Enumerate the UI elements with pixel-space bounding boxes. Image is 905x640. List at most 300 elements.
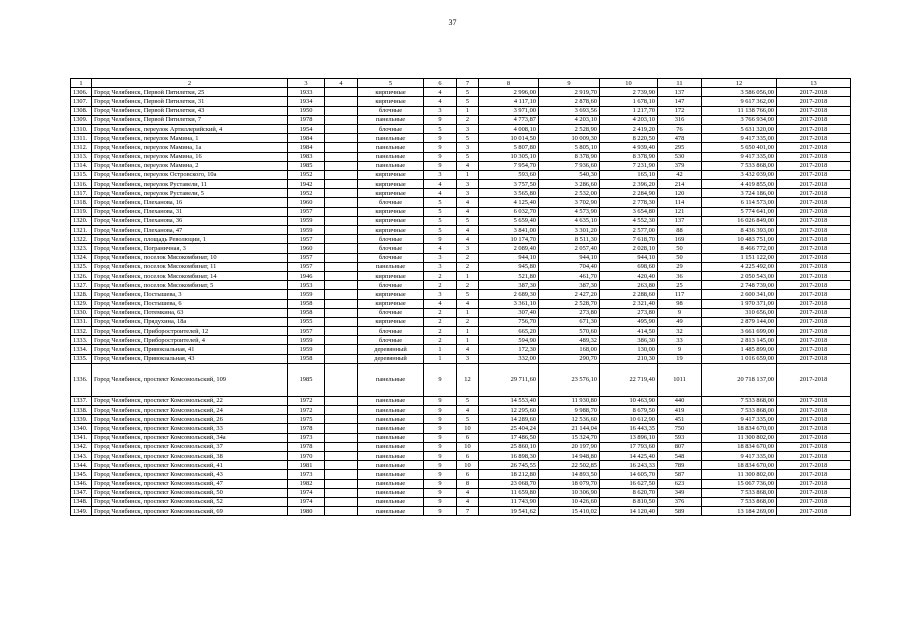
col-4-cell xyxy=(325,396,358,405)
wall-material-cell: блочные xyxy=(358,124,424,133)
table-row xyxy=(71,451,851,460)
period-cell: 2017-2018 xyxy=(777,244,851,253)
entrances-cell: 3 xyxy=(457,124,479,133)
residents-cell: 42 xyxy=(658,170,702,179)
living-area-cell: 21 144,04 xyxy=(539,424,600,433)
residential-area-cell: 495,90 xyxy=(600,317,658,326)
address-cell: Город Челябинск, поселок Мясокомбинат, 10 xyxy=(92,253,288,262)
residential-area-cell: 2 577,00 xyxy=(600,226,658,235)
total-area-cell: 18 212,80 xyxy=(479,470,539,479)
build-year-cell: 1957 xyxy=(288,207,325,216)
residents-cell: 50 xyxy=(658,244,702,253)
living-area-cell: 3 693,56 xyxy=(539,106,600,115)
residents-cell: 478 xyxy=(658,134,702,143)
period-cell: 2017-2018 xyxy=(777,170,851,179)
period-cell: 2017-2018 xyxy=(777,281,851,290)
period-cell: 2017-2018 xyxy=(777,161,851,170)
cost-cell: 3 766 934,00 xyxy=(702,115,777,124)
wall-material-cell: деревянный xyxy=(358,354,424,363)
row-number-cell: 1334. xyxy=(71,345,92,354)
header-cell: 9 xyxy=(539,79,600,88)
header-cell: 5 xyxy=(358,79,424,88)
floors-cell: 2 xyxy=(424,327,457,336)
living-area-cell: 4 573,90 xyxy=(539,207,600,216)
living-area-cell: 540,30 xyxy=(539,170,600,179)
total-area-cell: 14 553,40 xyxy=(479,396,539,405)
period-cell: 2017-2018 xyxy=(777,115,851,124)
table-row xyxy=(71,461,851,470)
period-cell: 2017-2018 xyxy=(777,308,851,317)
build-year-cell: 1955 xyxy=(288,317,325,326)
cost-cell: 9 417 335,00 xyxy=(702,415,777,424)
table-row xyxy=(71,281,851,290)
col-4-cell xyxy=(325,327,358,336)
floors-cell: 9 xyxy=(424,161,457,170)
wall-material-cell: панельные xyxy=(358,451,424,460)
living-area-cell: 387,30 xyxy=(539,281,600,290)
residential-area-cell: 8 620,70 xyxy=(600,488,658,497)
address-cell: Город Челябинск, Первой Пятилетки, 25 xyxy=(92,88,288,97)
period-cell: 2017-2018 xyxy=(777,226,851,235)
total-area-cell: 387,30 xyxy=(479,281,539,290)
wall-material-cell: панельные xyxy=(358,488,424,497)
table-row xyxy=(71,198,851,207)
address-cell: Город Челябинск, проспект Комсомольский, 38 xyxy=(92,451,288,460)
row-number-cell: 1306. xyxy=(71,88,92,97)
col-4-cell xyxy=(325,442,358,451)
build-year-cell: 1982 xyxy=(288,479,325,488)
col-4-cell xyxy=(325,262,358,271)
wall-material-cell: кирпичные xyxy=(358,170,424,179)
table-row xyxy=(71,470,851,479)
row-number-cell: 1341. xyxy=(71,433,92,442)
entrances-cell: 6 xyxy=(457,451,479,460)
residents-cell: 50 xyxy=(658,253,702,262)
address-cell: Город Челябинск, проспект Комсомольский, 50 xyxy=(92,488,288,497)
cost-cell: 2 600 341,00 xyxy=(702,290,777,299)
living-area-cell: 10 009,30 xyxy=(539,134,600,143)
row-number-cell: 1336. xyxy=(71,363,92,396)
col-4-cell xyxy=(325,170,358,179)
floors-cell: 2 xyxy=(424,317,457,326)
table-row xyxy=(71,363,851,396)
build-year-cell: 1985 xyxy=(288,363,325,396)
cost-cell: 3 724 186,00 xyxy=(702,189,777,198)
address-cell: Город Челябинск, проспект Комсомольский, 69 xyxy=(92,507,288,516)
wall-material-cell: панельные xyxy=(358,396,424,405)
living-area-cell: 3 301,20 xyxy=(539,226,600,235)
period-cell: 2017-2018 xyxy=(777,262,851,271)
table-row xyxy=(71,226,851,235)
residential-area-cell: 22 719,40 xyxy=(600,363,658,396)
address-cell: Город Челябинск, переулок Островского, 10а xyxy=(92,170,288,179)
total-area-cell: 307,40 xyxy=(479,308,539,317)
build-year-cell: 1978 xyxy=(288,424,325,433)
row-number-cell: 1319. xyxy=(71,207,92,216)
cost-cell: 9 417 335,00 xyxy=(702,134,777,143)
living-area-cell: 8 378,90 xyxy=(539,152,600,161)
build-year-cell: 1958 xyxy=(288,308,325,317)
residents-cell: 98 xyxy=(658,299,702,308)
residential-area-cell: 4 939,40 xyxy=(600,143,658,152)
col-4-cell xyxy=(325,134,358,143)
residential-area-cell: 10 463,90 xyxy=(600,396,658,405)
cost-cell: 4 225 492,00 xyxy=(702,262,777,271)
cost-cell: 2 050 543,00 xyxy=(702,271,777,280)
floors-cell: 9 xyxy=(424,143,457,152)
residents-cell: 214 xyxy=(658,180,702,189)
residents-cell: 36 xyxy=(658,271,702,280)
wall-material-cell: кирпичные xyxy=(358,226,424,235)
address-cell: Город Челябинск, площадь Революции, 1 xyxy=(92,235,288,244)
period-cell: 2017-2018 xyxy=(777,433,851,442)
wall-material-cell: панельные xyxy=(358,161,424,170)
total-area-cell: 3 757,50 xyxy=(479,180,539,189)
row-number-cell: 1339. xyxy=(71,415,92,424)
header-cell: 12 xyxy=(702,79,777,88)
residential-area-cell: 8 679,50 xyxy=(600,406,658,415)
table-row xyxy=(71,345,851,354)
wall-material-cell: блочные xyxy=(358,235,424,244)
address-cell: Город Челябинск, проспект Комсомольский, 109 xyxy=(92,363,288,396)
col-4-cell xyxy=(325,143,358,152)
col-4-cell xyxy=(325,424,358,433)
living-area-cell: 671,30 xyxy=(539,317,600,326)
entrances-cell: 4 xyxy=(457,161,479,170)
col-4-cell xyxy=(325,363,358,396)
col-4-cell xyxy=(325,345,358,354)
residential-area-cell: 8 810,50 xyxy=(600,497,658,506)
total-area-cell: 5 659,40 xyxy=(479,216,539,225)
floors-cell: 4 xyxy=(424,244,457,253)
col-4-cell xyxy=(325,161,358,170)
build-year-cell: 1974 xyxy=(288,488,325,497)
address-cell: Город Челябинск, Плеханова, 31 xyxy=(92,207,288,216)
residential-area-cell: 2 028,10 xyxy=(600,244,658,253)
address-cell: Город Челябинск, Плеханова, 36 xyxy=(92,216,288,225)
residents-cell: 32 xyxy=(658,327,702,336)
living-area-cell: 168,00 xyxy=(539,345,600,354)
cost-cell: 18 834 670,00 xyxy=(702,461,777,470)
floors-cell: 9 xyxy=(424,134,457,143)
floors-cell: 9 xyxy=(424,497,457,506)
floors-cell: 9 xyxy=(424,479,457,488)
cost-cell: 5 774 641,00 xyxy=(702,207,777,216)
header-cell: 3 xyxy=(288,79,325,88)
row-number-cell: 1309. xyxy=(71,115,92,124)
wall-material-cell: панельные xyxy=(358,152,424,161)
total-area-cell: 332,00 xyxy=(479,354,539,363)
residents-cell: 589 xyxy=(658,507,702,516)
living-area-cell: 10 306,90 xyxy=(539,488,600,497)
col-4-cell xyxy=(325,180,358,189)
floors-cell: 9 xyxy=(424,461,457,470)
table-row xyxy=(71,497,851,506)
period-cell: 2017-2018 xyxy=(777,327,851,336)
floors-cell: 9 xyxy=(424,406,457,415)
col-4-cell xyxy=(325,488,358,497)
entrances-cell: 7 xyxy=(457,507,479,516)
build-year-cell: 1952 xyxy=(288,170,325,179)
residents-cell: 548 xyxy=(658,451,702,460)
address-cell: Город Челябинск, Привокзальная, 43 xyxy=(92,354,288,363)
row-number-cell: 1320. xyxy=(71,216,92,225)
residents-cell: 593 xyxy=(658,433,702,442)
table-row xyxy=(71,424,851,433)
build-year-cell: 1984 xyxy=(288,134,325,143)
row-number-cell: 1331. xyxy=(71,317,92,326)
address-cell: Город Челябинск, переулок Мамина, 16 xyxy=(92,152,288,161)
build-year-cell: 1958 xyxy=(288,299,325,308)
period-cell: 2017-2018 xyxy=(777,216,851,225)
table-row xyxy=(71,244,851,253)
cost-cell: 2 813 145,00 xyxy=(702,336,777,345)
living-area-cell: 290,70 xyxy=(539,354,600,363)
wall-material-cell: блочные xyxy=(358,198,424,207)
total-area-cell: 23 068,70 xyxy=(479,479,539,488)
build-year-cell: 1934 xyxy=(288,97,325,106)
col-4-cell xyxy=(325,415,358,424)
residents-cell: 376 xyxy=(658,497,702,506)
entrances-cell: 4 xyxy=(457,488,479,497)
period-cell: 2017-2018 xyxy=(777,290,851,299)
build-year-cell: 1957 xyxy=(288,235,325,244)
residents-cell: 807 xyxy=(658,442,702,451)
entrances-cell: 1 xyxy=(457,170,479,179)
cost-cell: 3 586 056,00 xyxy=(702,88,777,97)
living-area-cell: 2 528,70 xyxy=(539,299,600,308)
period-cell: 2017-2018 xyxy=(777,124,851,133)
row-number-cell: 1314. xyxy=(71,161,92,170)
row-number-cell: 1324. xyxy=(71,253,92,262)
row-number-cell: 1344. xyxy=(71,461,92,470)
build-year-cell: 1960 xyxy=(288,244,325,253)
total-area-cell: 5 807,80 xyxy=(479,143,539,152)
entrances-cell: 12 xyxy=(457,363,479,396)
residential-area-cell: 386,30 xyxy=(600,336,658,345)
floors-cell: 9 xyxy=(424,415,457,424)
table-row xyxy=(71,336,851,345)
entrances-cell: 4 xyxy=(457,235,479,244)
total-area-cell: 3 361,10 xyxy=(479,299,539,308)
floors-cell: 9 xyxy=(424,396,457,405)
cost-cell: 18 834 670,00 xyxy=(702,424,777,433)
col-4-cell xyxy=(325,271,358,280)
total-area-cell: 665,20 xyxy=(479,327,539,336)
living-area-cell: 9 988,70 xyxy=(539,406,600,415)
col-4-cell xyxy=(325,299,358,308)
col-4-cell xyxy=(325,253,358,262)
living-area-cell: 23 576,10 xyxy=(539,363,600,396)
residential-area-cell: 17 793,60 xyxy=(600,442,658,451)
table-row xyxy=(71,170,851,179)
living-area-cell: 4 203,10 xyxy=(539,115,600,124)
cost-cell: 4 419 855,00 xyxy=(702,180,777,189)
floors-cell: 9 xyxy=(424,507,457,516)
residential-area-cell: 16 627,50 xyxy=(600,479,658,488)
residential-area-cell: 2 288,60 xyxy=(600,290,658,299)
address-cell: Город Челябинск, Первой Пятилетки, 31 xyxy=(92,97,288,106)
residents-cell: 33 xyxy=(658,336,702,345)
wall-material-cell: кирпичные xyxy=(358,97,424,106)
total-area-cell: 10 014,50 xyxy=(479,134,539,143)
build-year-cell: 1952 xyxy=(288,189,325,198)
total-area-cell: 594,90 xyxy=(479,336,539,345)
floors-cell: 9 xyxy=(424,363,457,396)
living-area-cell: 12 536,60 xyxy=(539,415,600,424)
cost-cell: 9 417 335,00 xyxy=(702,152,777,161)
cost-cell: 6 114 573,00 xyxy=(702,198,777,207)
build-year-cell: 1973 xyxy=(288,433,325,442)
col-4-cell xyxy=(325,189,358,198)
period-cell: 2017-2018 xyxy=(777,88,851,97)
col-4-cell xyxy=(325,207,358,216)
cost-cell: 2 879 144,00 xyxy=(702,317,777,326)
col-4-cell xyxy=(325,336,358,345)
residents-cell: 587 xyxy=(658,470,702,479)
row-number-cell: 1343. xyxy=(71,451,92,460)
row-number-cell: 1330. xyxy=(71,308,92,317)
residential-area-cell: 165,10 xyxy=(600,170,658,179)
cost-cell: 13 184 269,00 xyxy=(702,507,777,516)
residential-area-cell: 1 217,70 xyxy=(600,106,658,115)
wall-material-cell: блочные xyxy=(358,281,424,290)
build-year-cell: 1972 xyxy=(288,396,325,405)
row-number-cell: 1315. xyxy=(71,170,92,179)
residential-area-cell: 4 203,10 xyxy=(600,115,658,124)
table-row xyxy=(71,97,851,106)
floors-cell: 5 xyxy=(424,216,457,225)
residential-area-cell: 14 425,40 xyxy=(600,451,658,460)
total-area-cell: 26 745,55 xyxy=(479,461,539,470)
period-cell: 2017-2018 xyxy=(777,106,851,115)
build-year-cell: 1959 xyxy=(288,216,325,225)
residents-cell: 316 xyxy=(658,115,702,124)
living-area-cell: 4 635,10 xyxy=(539,216,600,225)
header-cell: 2 xyxy=(92,79,288,88)
residents-cell: 120 xyxy=(658,189,702,198)
address-cell: Город Челябинск, Прядухина, 18а xyxy=(92,317,288,326)
living-area-cell: 489,32 xyxy=(539,336,600,345)
entrances-cell: 2 xyxy=(457,281,479,290)
address-cell: Город Челябинск, переулок Мамина, 1 xyxy=(92,134,288,143)
wall-material-cell: панельные xyxy=(358,470,424,479)
build-year-cell: 1984 xyxy=(288,143,325,152)
period-cell: 2017-2018 xyxy=(777,497,851,506)
period-cell: 2017-2018 xyxy=(777,461,851,470)
cost-cell: 2 748 739,00 xyxy=(702,281,777,290)
total-area-cell: 3 971,00 xyxy=(479,106,539,115)
residents-cell: 530 xyxy=(658,152,702,161)
build-year-cell: 1946 xyxy=(288,271,325,280)
build-year-cell: 1958 xyxy=(288,354,325,363)
living-area-cell: 10 426,60 xyxy=(539,497,600,506)
col-4-cell xyxy=(325,115,358,124)
residents-cell: 172 xyxy=(658,106,702,115)
living-area-cell: 15 324,70 xyxy=(539,433,600,442)
floors-cell: 1 xyxy=(424,345,457,354)
table-row xyxy=(71,124,851,133)
wall-material-cell: блочные xyxy=(358,327,424,336)
col-4-cell xyxy=(325,226,358,235)
cost-cell: 10 483 751,00 xyxy=(702,235,777,244)
row-number-cell: 1346. xyxy=(71,479,92,488)
cost-cell: 7 533 868,00 xyxy=(702,396,777,405)
row-number-cell: 1335. xyxy=(71,354,92,363)
residents-cell: 750 xyxy=(658,424,702,433)
address-cell: Город Челябинск, проспект Комсомольский, 52 xyxy=(92,497,288,506)
row-number-cell: 1333. xyxy=(71,336,92,345)
floors-cell: 5 xyxy=(424,198,457,207)
build-year-cell: 1950 xyxy=(288,106,325,115)
floors-cell: 5 xyxy=(424,207,457,216)
col-4-cell xyxy=(325,470,358,479)
residential-area-cell: 3 654,80 xyxy=(600,207,658,216)
wall-material-cell: панельные xyxy=(358,433,424,442)
residents-cell: 137 xyxy=(658,88,702,97)
floors-cell: 3 xyxy=(424,170,457,179)
row-number-cell: 1310. xyxy=(71,124,92,133)
residents-cell: 147 xyxy=(658,97,702,106)
table-row xyxy=(71,134,851,143)
row-number-cell: 1327. xyxy=(71,281,92,290)
cost-cell: 7 533 868,00 xyxy=(702,161,777,170)
residential-area-cell: 8 220,50 xyxy=(600,134,658,143)
row-number-cell: 1349. xyxy=(71,507,92,516)
build-year-cell: 1975 xyxy=(288,415,325,424)
total-area-cell: 25 860,10 xyxy=(479,442,539,451)
address-cell: Город Челябинск, поселок Мясокомбинат, 5 xyxy=(92,281,288,290)
residential-area-cell: 2 284,90 xyxy=(600,189,658,198)
table-row xyxy=(71,207,851,216)
address-cell: Город Челябинск, Постышева, 6 xyxy=(92,299,288,308)
total-area-cell: 521,80 xyxy=(479,271,539,280)
address-cell: Город Челябинск, Первой Пятилетки, 43 xyxy=(92,106,288,115)
total-area-cell: 12 295,60 xyxy=(479,406,539,415)
floors-cell: 5 xyxy=(424,226,457,235)
row-number-cell: 1313. xyxy=(71,152,92,161)
residential-area-cell: 13 896,10 xyxy=(600,433,658,442)
total-area-cell: 11 659,80 xyxy=(479,488,539,497)
entrances-cell: 3 xyxy=(457,189,479,198)
residents-cell: 9 xyxy=(658,308,702,317)
entrances-cell: 10 xyxy=(457,461,479,470)
residential-area-cell: 8 378,90 xyxy=(600,152,658,161)
wall-material-cell: кирпичные xyxy=(358,88,424,97)
total-area-cell: 19 541,62 xyxy=(479,507,539,516)
build-year-cell: 1978 xyxy=(288,442,325,451)
cost-cell: 1 485 899,00 xyxy=(702,345,777,354)
entrances-cell: 3 xyxy=(457,354,479,363)
cost-cell: 1 970 371,00 xyxy=(702,299,777,308)
col-4-cell xyxy=(325,124,358,133)
total-area-cell: 2 996,00 xyxy=(479,88,539,97)
row-number-cell: 1332. xyxy=(71,327,92,336)
living-area-cell: 2 427,20 xyxy=(539,290,600,299)
residents-cell: 440 xyxy=(658,396,702,405)
total-area-cell: 756,70 xyxy=(479,317,539,326)
build-year-cell: 1972 xyxy=(288,406,325,415)
residential-area-cell: 7 231,90 xyxy=(600,161,658,170)
living-area-cell: 18 079,70 xyxy=(539,479,600,488)
header-cell: 13 xyxy=(777,79,851,88)
total-area-cell: 593,60 xyxy=(479,170,539,179)
table-row xyxy=(71,262,851,271)
row-number-cell: 1345. xyxy=(71,470,92,479)
address-cell: Город Челябинск, Плеханова, 47 xyxy=(92,226,288,235)
residential-area-cell: 273,80 xyxy=(600,308,658,317)
entrances-cell: 2 xyxy=(457,317,479,326)
